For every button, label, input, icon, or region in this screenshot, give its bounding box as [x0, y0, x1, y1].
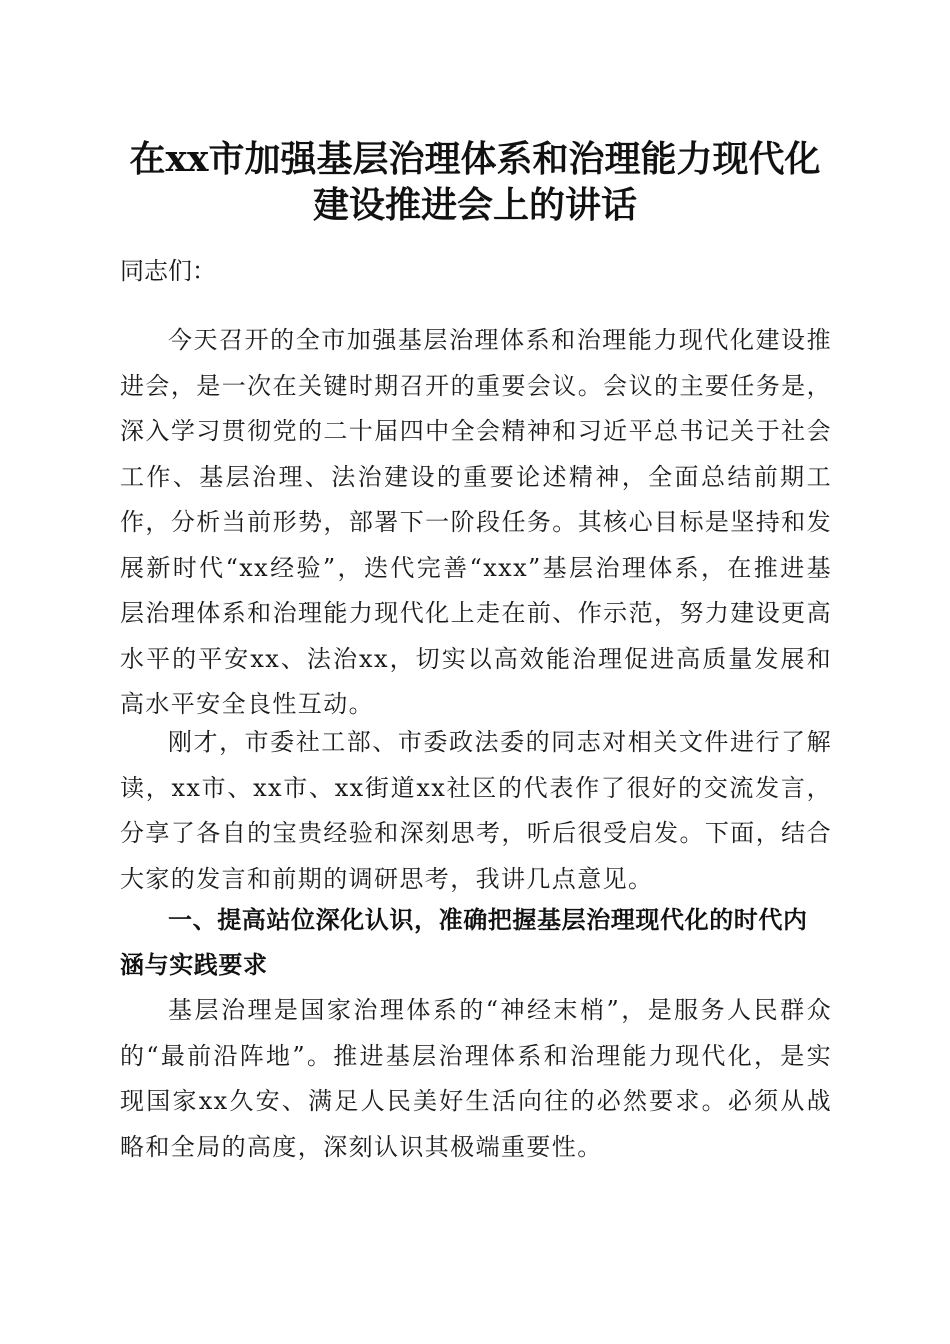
- paragraph-opening: 今天召开的全市加强基层治理体系和治理能力现代化建设推进会，是一次在关键时期召开的重要会议。会议的主要任务是，深入学习贯彻党的二十届四中全会精神和习近平总书记关于社会工作、基层治理、法治建设的重要论述精神，全面总结前期工作，分析当前形势，部署下一阶段任务。其核心目标是坚持和发展新时代“xx经验”，迭代完善“xxx”基层治理体系，在推进基层治理体系和治理能力现代化上走在前、作示范，努力建设更高水平的平安xx、法治xx，切实以高效能治理促进高质量发展和高水平安全良性互动。: [120, 326, 832, 718]
- section-1-paragraph: 基层治理是国家治理体系的“神经末梢”，是服务人民群众的“最前沿阵地”。推进基层治理体系和治理能力现代化，是实现国家xx久安、满足人民美好生活向往的必然要求。必须从战略和全局的高度，深刻认识其极端重要性。: [120, 996, 832, 1161]
- section-heading-1: 一、提高站位深化认识，准确把握基层治理现代化的时代内涵与实践要求: [120, 906, 808, 979]
- paragraph-transition: 刚才，市委社工部、市委政法委的同志对相关文件进行了解读，xx市、xx市、xx街道xx社区的代表作了很好的交流发言，分享了各自的宝贵经验和深刻思考，听后很受启发。下面，结合大家的发言和前期的调研思考，我讲几点意见。: [120, 728, 832, 893]
- document-title-line-1: 在xx市加强基层治理体系和治理能力现代化: [129, 138, 821, 180]
- salutation: 同志们：: [120, 257, 216, 285]
- document-title-line-2: 建设推进会上的讲话: [312, 184, 637, 226]
